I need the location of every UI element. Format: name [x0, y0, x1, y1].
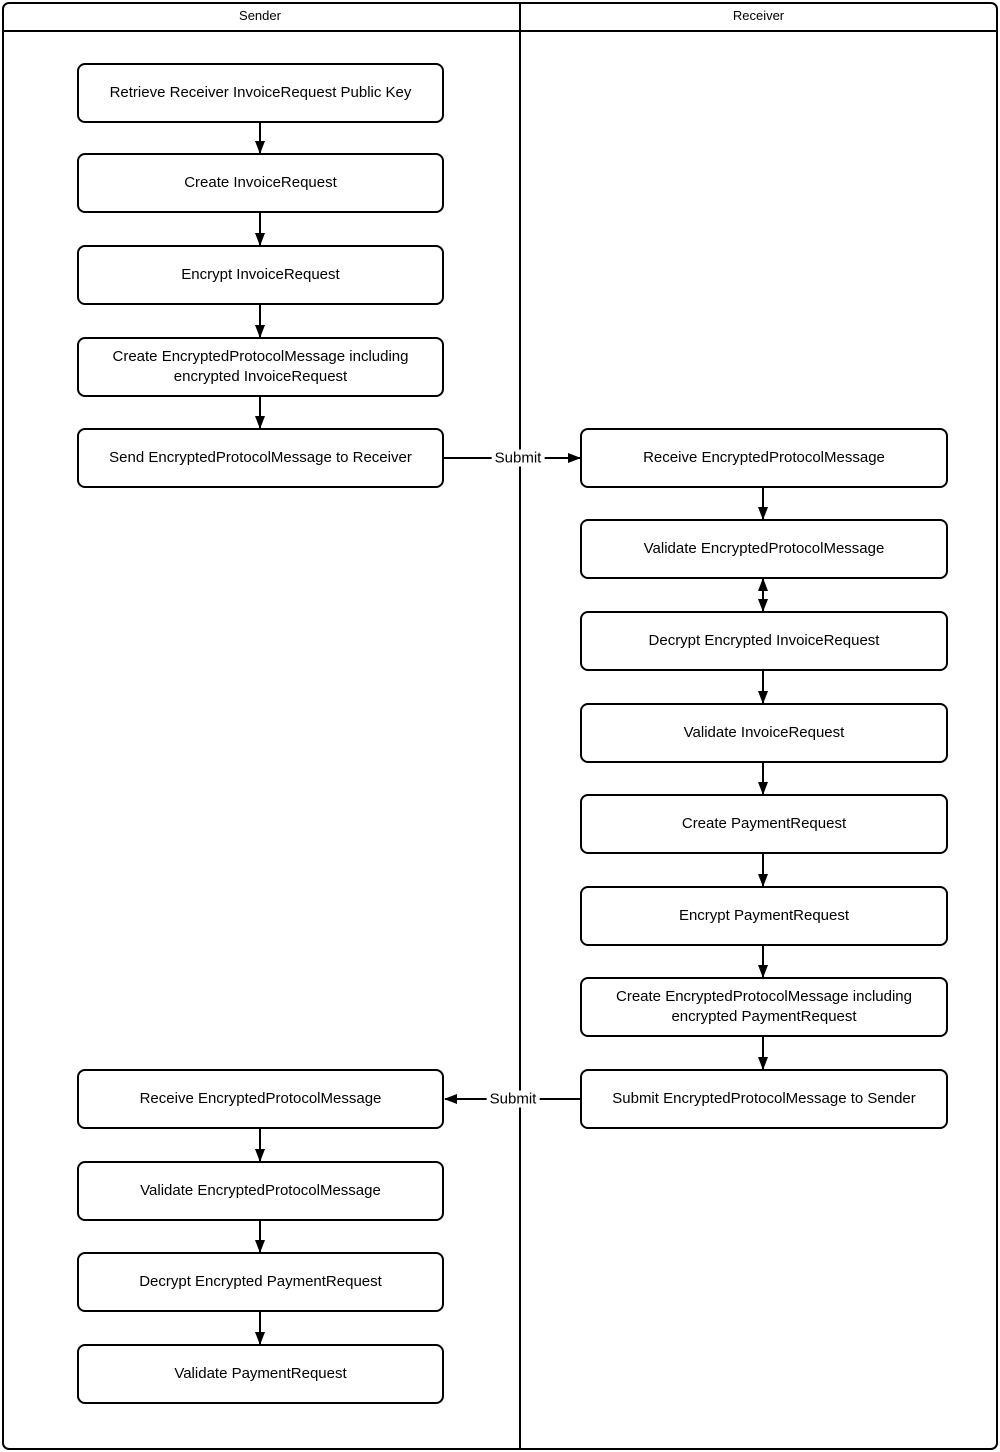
node-receive-encryptedprotocolmessage-sender: Receive EncryptedProtocolMessage — [77, 1069, 444, 1129]
lane-divider — [519, 3, 521, 1449]
arrow-down-icon — [259, 1220, 261, 1252]
node-create-invoicerequest: Create InvoiceRequest — [77, 153, 444, 213]
arrow-double-vertical-icon — [762, 579, 764, 611]
node-retrieve-receiver-public-key: Retrieve Receiver InvoiceRequest Public Key — [77, 63, 444, 123]
node-validate-encryptedprotocolmessage-sender: Validate EncryptedProtocolMessage — [77, 1161, 444, 1221]
node-decrypt-encrypted-paymentrequest: Decrypt Encrypted PaymentRequest — [77, 1252, 444, 1312]
lane-title-receiver: Receiver — [732, 8, 785, 23]
arrow-down-icon — [259, 304, 261, 337]
edge-label-submit-to-receiver: Submit — [492, 450, 545, 467]
node-receive-encryptedprotocolmessage-receiver: Receive EncryptedProtocolMessage — [580, 428, 948, 488]
arrow-down-icon — [762, 1036, 764, 1069]
node-create-encryptedprotocolmessage-paymentrequest: Create EncryptedProtocolMessage including encrypted PaymentRequest — [580, 977, 948, 1037]
edge-label-submit-to-sender: Submit — [487, 1091, 540, 1108]
arrow-down-icon — [762, 670, 764, 703]
node-validate-invoicerequest: Validate InvoiceRequest — [580, 703, 948, 763]
arrow-down-icon — [762, 762, 764, 794]
arrow-down-icon — [259, 396, 261, 428]
arrow-down-icon — [762, 487, 764, 519]
arrow-down-icon — [259, 1128, 261, 1161]
arrow-down-icon — [259, 212, 261, 245]
node-create-encryptedprotocolmessage-invoicerequest: Create EncryptedProtocolMessage including encrypted InvoiceRequest — [77, 337, 444, 397]
lane-title-sender: Sender — [239, 8, 281, 23]
lane-header-underline — [3, 30, 997, 32]
node-create-paymentrequest: Create PaymentRequest — [580, 794, 948, 854]
node-encrypt-invoicerequest: Encrypt InvoiceRequest — [77, 245, 444, 305]
arrow-down-icon — [762, 945, 764, 977]
node-validate-paymentrequest: Validate PaymentRequest — [77, 1344, 444, 1404]
arrow-down-icon — [259, 1311, 261, 1344]
node-decrypt-encrypted-invoicerequest: Decrypt Encrypted InvoiceRequest — [580, 611, 948, 671]
node-send-encryptedprotocolmessage-to-receiver: Send EncryptedProtocolMessage to Receiver — [77, 428, 444, 488]
arrow-down-icon — [259, 122, 261, 153]
node-validate-encryptedprotocolmessage-receiver: Validate EncryptedProtocolMessage — [580, 519, 948, 579]
arrow-down-icon — [762, 853, 764, 886]
node-submit-encryptedprotocolmessage-to-sender: Submit EncryptedProtocolMessage to Sender — [580, 1069, 948, 1129]
node-encrypt-paymentrequest: Encrypt PaymentRequest — [580, 886, 948, 946]
